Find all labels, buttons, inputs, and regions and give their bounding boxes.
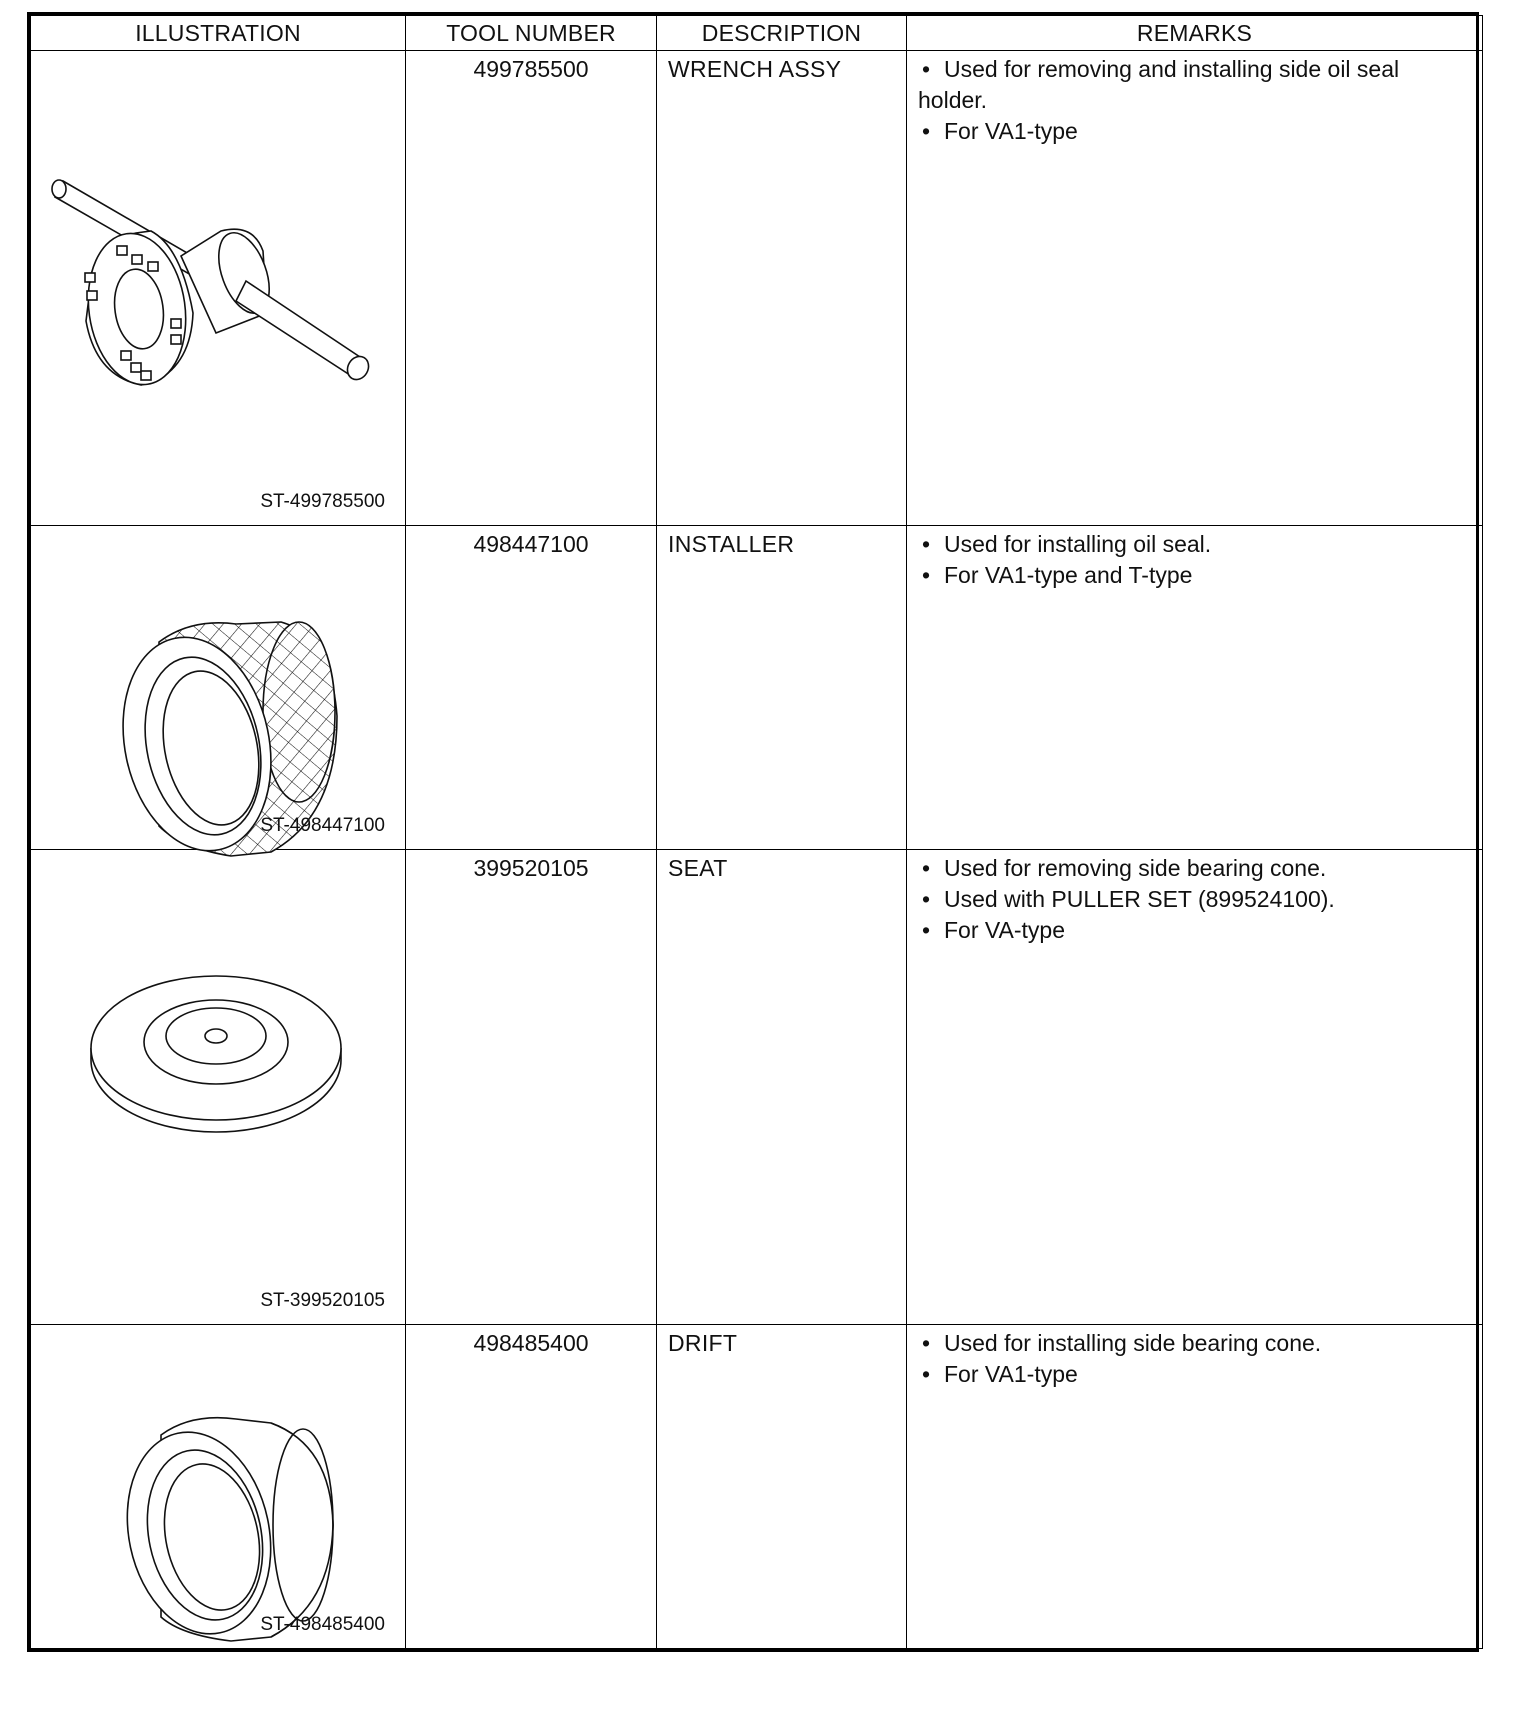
drift-illustration	[31, 1325, 406, 1721]
remark-item: • Used with PULLER SET (899524100).	[918, 884, 1476, 915]
description: DRIFT	[657, 1325, 907, 1649]
remarks	[907, 1325, 1483, 1649]
remark-item: • Used for installing oil seal.	[918, 529, 1476, 560]
illustration-cell	[31, 1325, 406, 1649]
table-row	[31, 526, 1483, 850]
illustration-code: ST-499785500	[260, 491, 385, 513]
illustration-code: ST-498485400	[260, 1614, 385, 1635]
header-remarks: REMARKS	[907, 16, 1483, 51]
remark-item: • For VA1-type	[918, 116, 1476, 147]
seat-illustration	[31, 850, 406, 1246]
remark-item: • For VA-type	[918, 915, 1476, 946]
tool-number: 399520105	[406, 849, 657, 1324]
remark-item: • For VA1-type	[918, 1359, 1476, 1390]
illustration-cell	[31, 51, 406, 526]
description: WRENCH ASSY	[657, 51, 907, 526]
remark-item-continuation: holder.	[918, 87, 988, 113]
remarks	[907, 849, 1483, 1324]
remark-item: • For VA1-type and T-type	[918, 560, 1476, 591]
illustration-code: ST-498447100	[260, 814, 385, 836]
remarks	[907, 526, 1483, 850]
header-tool-number: TOOL NUMBER	[406, 16, 657, 51]
wrench-assy-illustration	[31, 51, 406, 451]
illustration-cell	[31, 849, 406, 1324]
illustration-cell	[31, 526, 406, 850]
remarks	[907, 51, 1483, 526]
table-row	[31, 849, 1483, 1324]
header-description: DESCRIPTION	[657, 16, 907, 51]
tool-number: 498485400	[406, 1325, 657, 1649]
description: INSTALLER	[657, 526, 907, 850]
header-row	[31, 16, 1483, 51]
table-row	[31, 51, 1483, 526]
description: SEAT	[657, 849, 907, 1324]
special-tools-table	[27, 12, 1479, 1652]
remark-item: • Used for installing side bearing cone.	[918, 1328, 1476, 1359]
illustration-code: ST-399520105	[260, 1290, 385, 1312]
tool-number: 499785500	[406, 51, 657, 526]
remark-item: • Used for removing and installing side oil seal	[918, 54, 1476, 85]
table-row	[31, 1325, 1483, 1649]
remark-item: • Used for removing side bearing cone.	[918, 853, 1476, 884]
header-illustration: ILLUSTRATION	[31, 16, 406, 51]
tool-number: 498447100	[406, 526, 657, 850]
